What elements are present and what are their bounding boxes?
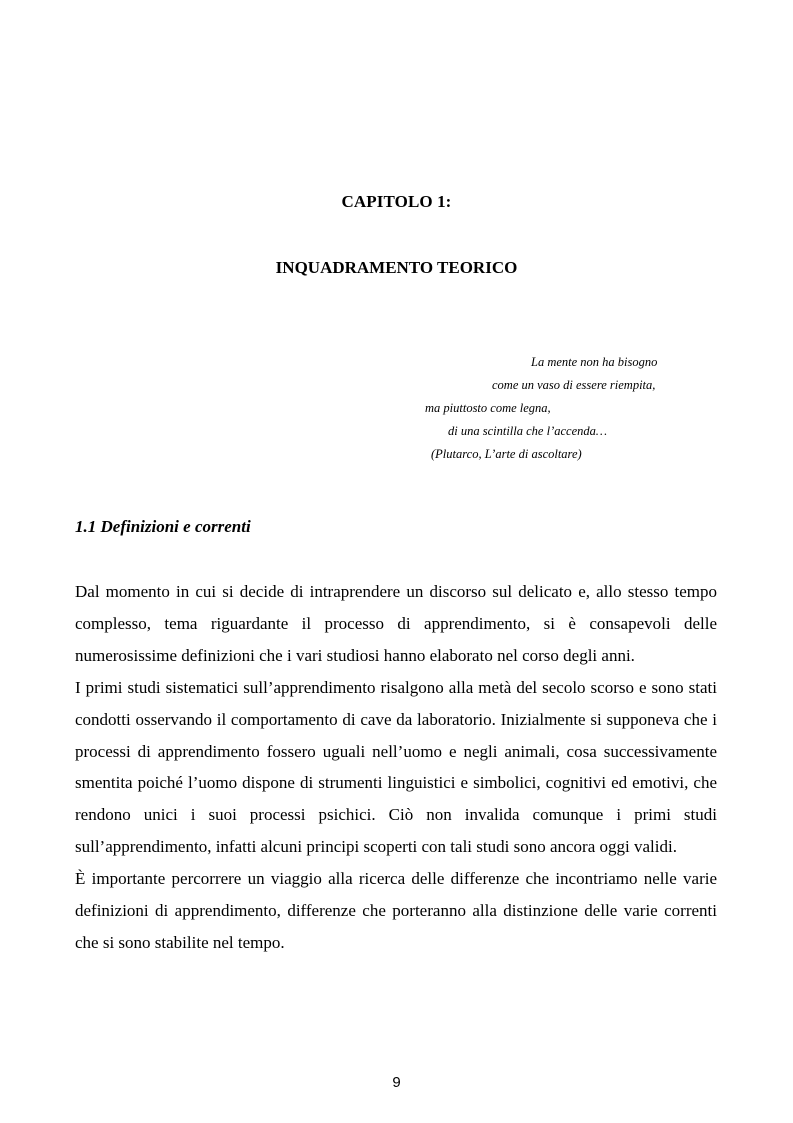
- epigraph-line: La mente non ha bisogno: [531, 355, 658, 369]
- epigraph-line: di una scintilla che l’accenda…: [448, 424, 607, 438]
- epigraph-line: come un vaso di essere riempita,: [492, 378, 656, 392]
- paragraph: Dal momento in cui si decide di intraprendere un discorso sul delicato e, allo stesso tempo complesso, tema riguardante il processo di apprendimento, si è consapevoli delle numerosissime definizioni che i vari studiosi hanno elaborato nel corso degli anni.: [75, 582, 717, 665]
- section-heading: 1.1 Definizioni e correnti: [75, 517, 251, 536]
- chapter-title: INQUADRAMENTO TEORICO: [275, 258, 518, 277]
- paragraph: È importante percorrere un viaggio alla ricerca delle differenze che incontriamo nelle varie definizioni di apprendimento, differenze che porteranno alla distinzione delle varie correnti che si sono stabilite nel tempo.: [75, 869, 717, 952]
- chapter-label: CAPITOLO 1:: [341, 192, 452, 211]
- page-number: 9: [392, 1074, 401, 1091]
- body-text: [75, 576, 717, 959]
- paragraph: I primi studi sistematici sull’apprendimento risalgono alla metà del secolo scorso e sono stati condotti osservando il comportamento di cave da laboratorio. Inizialmente si supponeva che i processi di apprendimento fossero uguali nell’uomo e negli animali, cosa successivamente smentita poiché l’uomo dispone di strumenti linguistici e simbolici, cognitivi ed emotivi, che rendono unici i suoi processi psichici. Ciò non invalida comunque i primi studi sull’apprendimento, infatti alcuni principi scoperti con tali studi sono ancora oggi validi.: [75, 677, 717, 857]
- epigraph-attribution: (Plutarco, L’arte di ascoltare): [431, 447, 582, 461]
- epigraph-line: ma piuttosto come legna,: [425, 401, 551, 415]
